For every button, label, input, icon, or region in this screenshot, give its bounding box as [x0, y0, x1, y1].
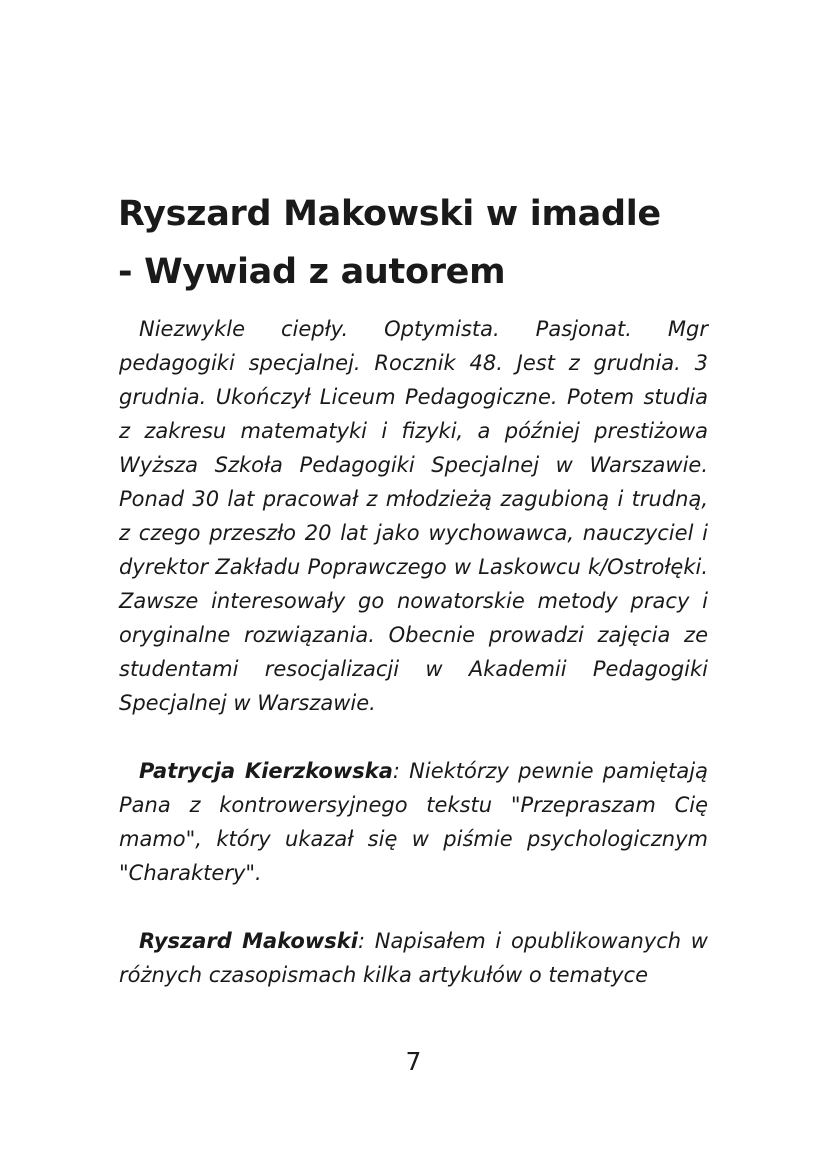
- speaker-name: Patrycja Kierzkowska: [139, 759, 393, 783]
- intro-paragraph: Niezwykle ciepły. Optymista. Pasjonat. Mgr pedagogiki specjalnej. Rocznik 48. Jest z grudnia. 3 grudnia. Ukończył Liceum Pedagogiczne. Potem studia z zakresu matematyki i fizyki, a później prestiżowa Wyższa Szkoła Pedagogiki Specjalnej w Warszawie. Ponad 30 lat pracował z młodzieżą zagubioną i trudną, z czego przeszło 20 lat jako wychowawca, nauczyciel i dyrektor Zakładu Poprawczego w Laskowcu k/Ostrołęki. Zawsze interesowały go nowatorskie metody pracy i oryginalne rozwiązania. Obecnie prowadzi zajęcia ze studentami resocjalizacji w Akademii Pedagogiki Specjalnej w Warszawie.: [119, 317, 708, 715]
- chapter-title-line-2: - Wywiad z autorem: [118, 252, 506, 292]
- dialogue-paragraph-2: [119, 924, 708, 992]
- page-number: 7: [405, 1047, 422, 1076]
- speaker-separator: :: [357, 929, 375, 953]
- chapter-title: [118, 185, 718, 301]
- speaker-separator: :: [392, 759, 410, 783]
- chapter-title-line-1: Ryszard Makowski w imadle: [118, 194, 661, 234]
- dialogue-text: Napisałem i opublikowanych w różnych czasopismach kilka artykułów o tematyce: [119, 929, 708, 987]
- dialogue-paragraph-1: [119, 754, 708, 890]
- speaker-name: Ryszard Makowski: [139, 929, 358, 953]
- chapter-body: [119, 312, 708, 992]
- dialogue-text: Niektórzy pewnie pamiętają Pana z kontrowersyjnego tekstu "Przepraszam Cię mamo", który ukazał się w piśmie psychologicznym "Charaktery".: [119, 759, 708, 885]
